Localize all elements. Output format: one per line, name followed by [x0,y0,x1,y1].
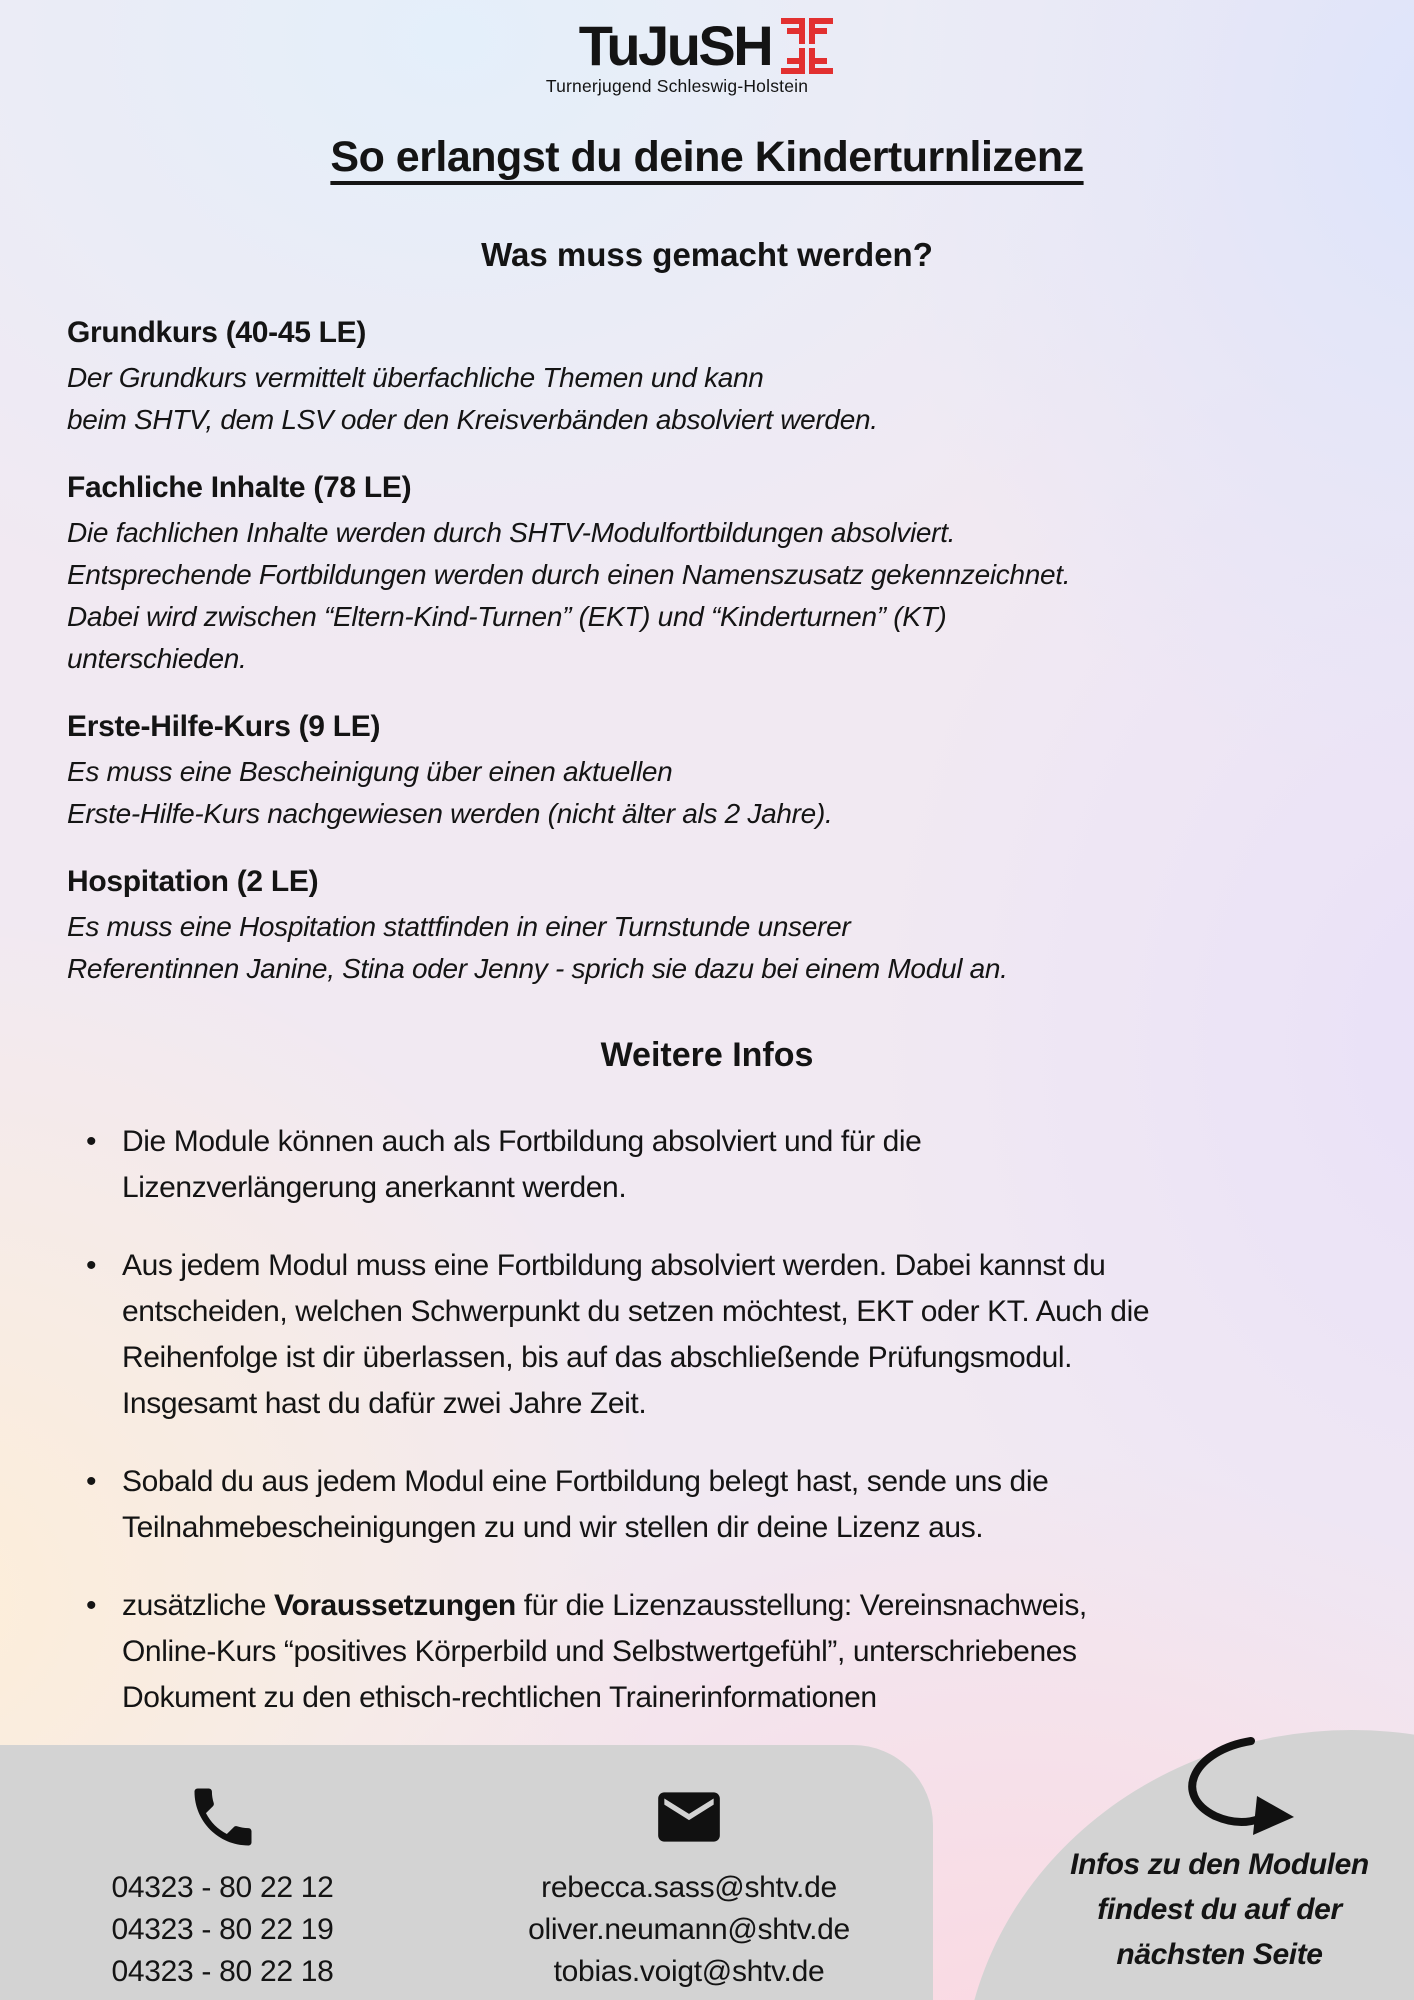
email-address: rebecca.sass@shtv.de [541,1871,837,1904]
section-erste-hilfe [67,710,1414,835]
phone-number: 04323 - 80 22 19 [111,1913,334,1946]
email-column [445,1745,933,2000]
section-body: Der Grundkurs vermittelt überfachliche Themen und kann beim SHTV, dem LSV oder den Kreisverbänden absolviert werden. [67,362,878,435]
list-item [86,1119,1414,1211]
requirements [67,316,1414,990]
section-body: Es muss eine Bescheinigung über einen aktuellen Erste-Hilfe-Kurs nachgewiesen werden (nicht älter als 2 Jahre). [67,756,833,829]
phone-number: 04323 - 80 22 18 [111,1955,334,1988]
section-heading: Fachliche Inhalte (78 LE) [67,471,412,504]
logo-subtitle: Turnerjugend Schleswig-Holstein [545,76,809,96]
bullet-text: zusätzliche Voraussetzungen für die Lizenzausstellung: Vereinsnachweis, Online-Kurs “positives Körperbild und Selbstwertgefühl”, unterschriebenes Dokument zu den ethisch-rechtlichen Trainerinformationen [122,1589,1087,1714]
section-body: Die fachlichen Inhalte werden durch SHTV-Modulfortbildungen absolviert. Entsprechende Fortbildungen werden durch einen Namenszusatz gekennzeichnet. Dabei wird zwischen “Eltern-Kind-Turnen” (EKT) und “Kinderturnen” (KT) unterschieden. [67,517,1071,674]
contact-panel [0,1745,933,2000]
bullet-dot: • [86,1249,97,1282]
bullet-dot: • [86,1589,97,1622]
logo [0,0,1414,97]
email-list [445,1867,933,1993]
section-heading: Grundkurs (40-45 LE) [67,316,367,349]
phone-icon [0,1773,445,1861]
email-address: tobias.voigt@shtv.de [553,1955,825,1988]
mail-icon [445,1773,933,1861]
section-grundkurs [67,316,1414,441]
phone-list [0,1867,445,1993]
phone-number: 04323 - 80 22 12 [111,1871,334,1904]
bullet-text: Sobald du aus jedem Modul eine Fortbildung belegt hast, sende uns die Teilnahmebescheinigungen zu und wir stellen dir deine Lizenz aus. [122,1465,1049,1544]
bullet-text: Die Module können auch als Fortbildung absolviert und für die Lizenzverlängerung anerkannt werden. [122,1125,922,1204]
page-title: So erlangst du deine Kinderturnlizenz [330,133,1084,181]
phone-column [0,1745,445,2000]
section-fachliche-inhalte [67,471,1414,680]
bullet-dot: • [86,1125,97,1158]
section-heading: Hospitation (2 LE) [67,865,319,898]
curved-arrow-icon [1163,1736,1298,1838]
question-heading: Was muss gemacht werden? [481,236,933,273]
next-page-note: Infos zu den Modulen findest du auf der nächsten Seite [1070,1848,1369,1971]
section-hospitation [67,865,1414,990]
bullet-text: Aus jedem Modul muss eine Fortbildung absolviert werden. Dabei kannst du entscheiden, welchen Schwerpunkt du setzen möchtest, EKT oder KT. Auch die Reihenfolge ist dir überlassen, bis auf das abschließende Prüfungsmodul. Insgesamt hast du dafür zwei Jahre Zeit. [122,1249,1150,1420]
section-heading: Erste-Hilfe-Kurs (9 LE) [67,710,381,743]
infos-list [86,1119,1414,1721]
bullet-dot: • [86,1465,97,1498]
list-item [86,1459,1414,1551]
infos-heading: Weitere Infos [600,1036,814,1074]
turner-cross-icon [779,18,835,74]
email-address: oliver.neumann@shtv.de [528,1913,850,1946]
logo-wordmark: TuJuSH [578,14,772,77]
list-item [86,1583,1414,1721]
list-item [86,1243,1414,1427]
section-body: Es muss eine Hospitation stattfinden in einer Turnstunde unserer Referentinnen Janine, Stina oder Jenny - sprich sie dazu bei einem Modul an. [67,911,1008,984]
